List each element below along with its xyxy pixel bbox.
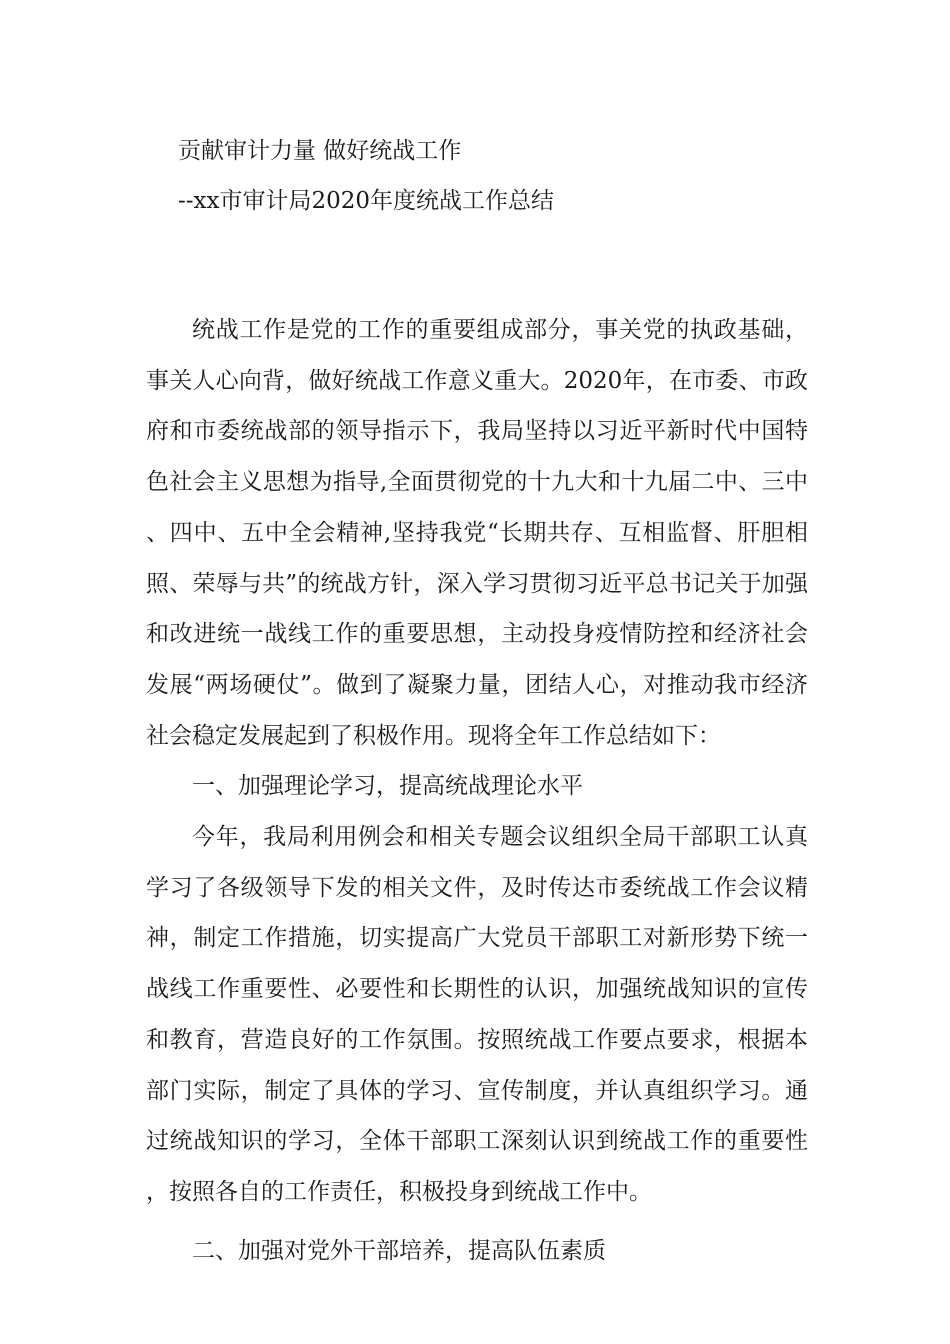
intro-paragraph: 统战工作是党的工作的重要组成部分，事关党的执政基础，事关人心向背，做好统战工作意义重大。2020年，在市委、市政府和市委统战部的领导指示下，我局坚持以习近平新时代中国特色社会主义思想为指导,全面贯彻党的十九大和十九届二中、三中、四中、五中全会精神,坚持我党“长期共存、互相监督、肝胆相照、荣辱与共”的统战方针，深入学习贯彻习近平总书记关于加强和改进统一战线工作的重要思想，主动投身疫情防控和经济社会发展“两场硬仗”。做到了凝聚力量，团结人心，对推动我市经济社会稳定发展起到了积极作用。现将全年工作总结如下： — [146, 317, 808, 749]
section-heading-2: 二、加强对党外干部培养，提高队伍素质 — [192, 1237, 606, 1264]
section-1-paragraph: 今年，我局利用例会和相关专题会议组织全局干部职工认真学习了各级领导下发的相关文件，及时传达市委统战工作会议精神，制定工作措施，切实提高广大党员干部职工对新形势下统一战线工作重要性、必要性和长期性的认识，加强统战知识的宣传和教育，营造良好的工作氛围。按照统战工作要点要求，根据本部门实际，制定了具体的学习、宣传制度，并认真组织学习。通过统战知识的学习，全体干部职工深刻认识到统战工作的重要性，按照各自的工作责任，积极投身到统战工作中。 — [146, 824, 808, 1205]
document-body — [146, 305, 808, 1276]
document-title: 贡献审计力量 做好统战工作 — [178, 138, 462, 164]
section-heading-1: 一、加强理论学习，提高统战理论水平 — [192, 773, 583, 800]
document-subtitle: --xx市审计局2020年度统战工作总结 — [178, 188, 555, 214]
